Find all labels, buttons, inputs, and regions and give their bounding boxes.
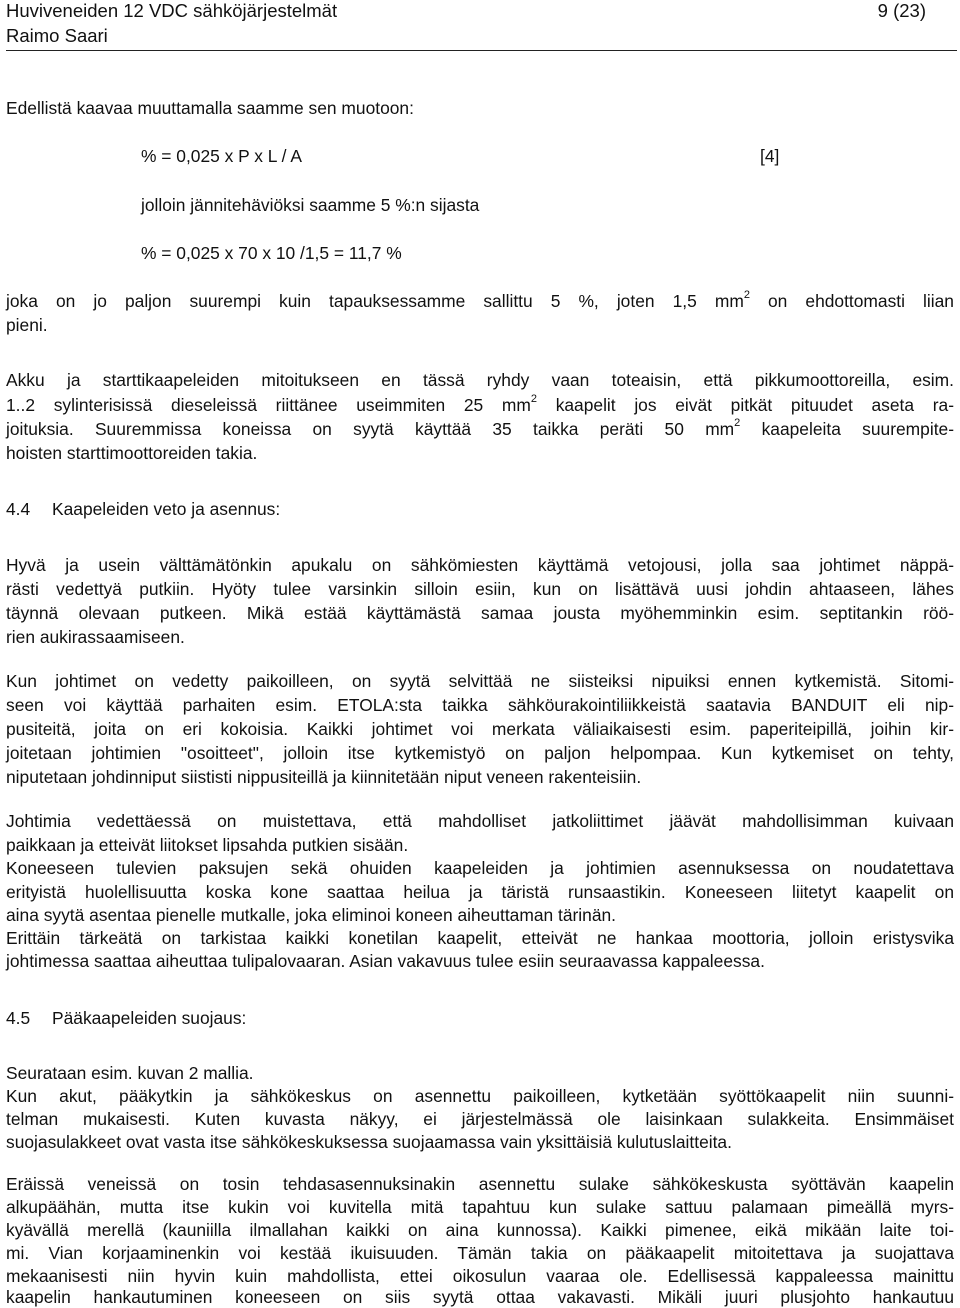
paragraph-line: Eräissä veneissä on tosin tehdasasennuksinakin asennettu sulake sähkökeskusta syöttävän kaapelin <box>6 1174 954 1194</box>
section-number: 4.5 <box>6 1008 31 1028</box>
header-divider <box>6 50 957 51</box>
formula-2: % = 0,025 x 70 x 10 /1,5 = 11,7 % <box>141 243 402 263</box>
paragraph-line: Akku ja starttikaapeleiden mitoitukseen en tässä ryhdy vaan toteaisin, että pikkumoottoreilla, esim. <box>6 370 954 390</box>
paragraph-line: pieni. <box>6 315 48 335</box>
section-heading-4-4 <box>6 499 280 520</box>
paragraph-line: Erittäin tärkeätä on tarkistaa kaikki konetilan kaapelit, etteivät ne hankaa moottoria, jolloin eristysvika <box>6 928 954 948</box>
paragraph-line: mekaanisesti niin hyvin kuin mahdollista, ettei oikosulun vaaraa ole. Edellisessä kappaleessa mainittu <box>6 1266 954 1286</box>
paragraph-line: Kun johtimet on vedetty paikoilleen, on syytä selvittää ne siisteiksi nipuiksi ennen kytkemistä. Sitomi- <box>6 671 954 691</box>
paragraph-line: Seurataan esim. kuvan 2 mallia. <box>6 1063 254 1083</box>
paragraph-line: erityistä huolellisuutta koska kone saattaa heilua ja täristä runsaastikin. Koneeseen liitetyt kaapelit on <box>6 882 954 902</box>
formula-1-text: % = 0,025 x P x L / A <box>141 146 302 166</box>
paragraph-line: paikkaan ja etteivät liitokset lipsahda putkien sisään. <box>6 835 409 855</box>
paragraph-line: rien aukirassaamiseen. <box>6 627 185 647</box>
paragraph-line: joituksia. Suuremmissa koneissa on syytä käyttää 35 taikka peräti 50 $mm^2$ kaapeleita suurempite- <box>6 417 954 439</box>
section-heading-4-5 <box>6 1008 246 1029</box>
document-title: Huviveneiden 12 VDC sähköjärjestelmät <box>6 0 338 21</box>
section-title: Pääkaapeleiden suojaus: <box>52 1008 247 1028</box>
formula-1 <box>141 146 781 167</box>
page-header <box>6 0 926 22</box>
paragraph-line: niputetaan johdinniput siististi nippusiteillä ja kiinnitetään niput veneen rakenteisiin. <box>6 767 642 787</box>
paragraph-line: hoisten starttimoottoreiden takia. <box>6 443 258 463</box>
paragraph-line: telman mukaisesti. Kuten kuvasta näkyy, ei järjestelmässä ole laisinkaan sulakkeita. Ensimmäiset <box>6 1109 954 1129</box>
formula-intro: jolloin jännitehäviöksi saamme 5 %:n sijasta <box>141 195 480 215</box>
paragraph-line: joka on jo paljon suurempi kuin tapauksessamme sallittu 5 %, joten 1,5 $mm^2$ on ehdottomasti liian <box>6 289 954 311</box>
paragraph-line: pusiteitä, joita on eri kokoisia. Kaikki johtimet voi merkata väliaikaisesti esim. paperiteipillä, joihin kir- <box>6 719 954 739</box>
page-number: 9 (23) <box>877 0 926 21</box>
paragraph-line: Johtimia vedettäessä on muistettava, että mahdolliset jatkoliittimet jäävät mahdollisimman kuivaan <box>6 811 954 831</box>
paragraph-line: suojasulakkeet ovat vasta itse sähkökeskuksessa suojaamassa vain yksittäisiä kulutuslaitteita. <box>6 1132 732 1152</box>
paragraph-line: täynnä olevaan putkeen. Mikä estää käyttämästä samaa jousta myöhemminkin esim. septitankin röö- <box>6 603 954 623</box>
paragraph-line: johtimessa saattaa aiheuttaa tulipalovaaran. Asian vakavuus tulee esiin seuraavassa kappaleessa. <box>6 951 765 971</box>
paragraph-line: rästi vedettyä putkiin. Hyöty tulee varsinkin silloin esiin, kun on lisättävä uusi johdin ahtaaseen, lähes <box>6 579 954 599</box>
author-name: Raimo Saari <box>6 25 108 46</box>
intro-text: Edellistä kaavaa muuttamalla saamme sen muotoon: <box>6 98 414 118</box>
paragraph-line: Hyvä ja usein välttämätönkin apukalu on sähkömiesten käyttämä vetojousi, jolla saa johtimet näppä- <box>6 555 954 575</box>
paragraph-line: kaapelin hankautuminen koneeseen on siis syytä ottaa vakavasti. Mikäli juuri plusjohto hankautuu <box>6 1287 954 1307</box>
paragraph-line: mi. Vian korjaaminenkin voi kestää ikuisuuden. Tämän takia on pääkaapelit mitoitettava ja suojattava <box>6 1243 954 1263</box>
formula-1-ref: [4] <box>760 146 780 166</box>
paragraph-line: seen voi käyttää parhaiten esim. ETOLA:sta taikka sähköurakointiliikkeistä saatavia BANDUIT eli nip- <box>6 695 954 715</box>
paragraph-line: joitetaan johtimien "osoitteet", jolloin itse kytkemistyö on paljon helpompaa. Kun kytkemiset on tehty, <box>6 743 954 763</box>
paragraph-line: kyävällä merellä (kauniilla ilmallahan kaikki on aina kunnossa). Kaikki pimenee, eikä mikään laite toi- <box>6 1220 954 1240</box>
section-number: 4.4 <box>6 499 31 519</box>
author-line <box>6 25 926 47</box>
paragraph-line: Koneeseen tulevien paksujen sekä ohuiden kaapeleiden ja johtimien asennuksessa on noudatettava <box>6 858 954 878</box>
section-title: Kaapeleiden veto ja asennus: <box>52 499 281 519</box>
paragraph-line: Kun akut, pääkytkin ja sähkökeskus on asennettu paikoilleen, kytketään syöttökaapelit niin suunni- <box>6 1086 954 1106</box>
paragraph-line: aina syytä asentaa pienelle mutkalle, joka eliminoi koneen aiheuttaman tärinän. <box>6 905 617 925</box>
paragraph-line: 1..2 sylinterisissä dieseleissä riittänee useimmiten 25 $mm^2$ kaapelit jos eivät pitkät pituudet aseta ra- <box>6 393 954 415</box>
paragraph-line: alkupäähän, mutta itse kukin voi kuvitella mitä tapahtuu kun sulake sattuu palamaan pimeällä myrs- <box>6 1197 954 1217</box>
